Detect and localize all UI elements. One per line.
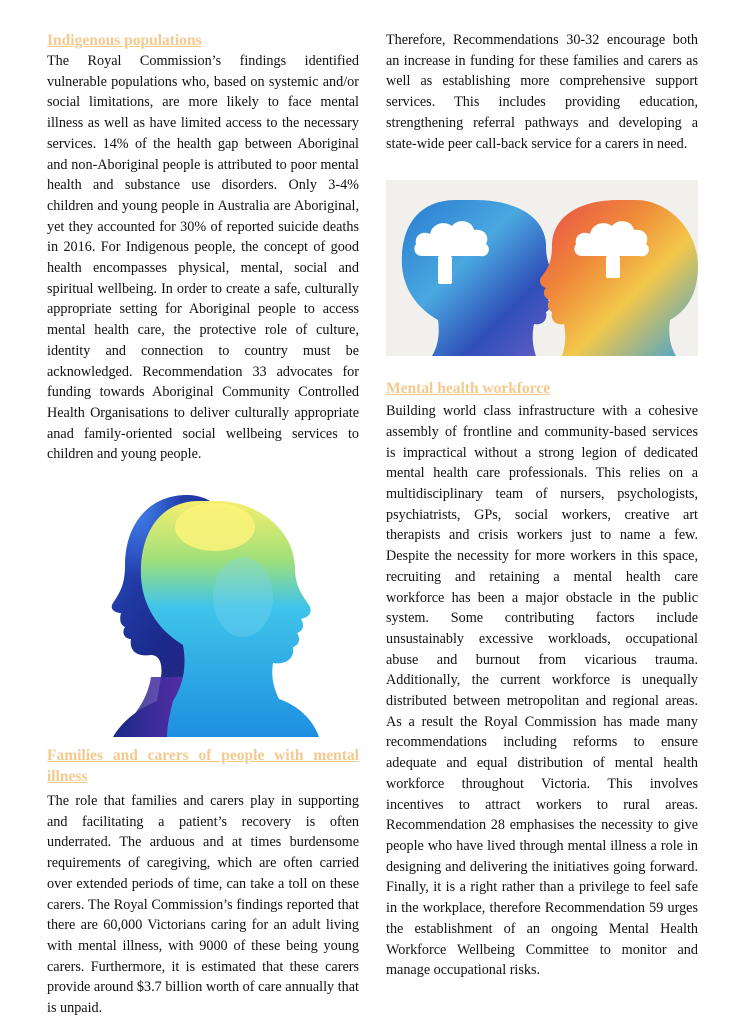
families-body: The role that families and carers play in supporting and facilitating a patient’s recovery is often underrated. The arduous and at times burdensome requirements of caregiving, which are often carried over extended periods of time, can take a toll on these carers. The Royal Commission’s findings reported that there are 60,000 Victorians caring for an adult living with mental illness, with 9000 of these being young carers. Furthermore, it is estimated that these carers provide around $3.7 billion worth of care annually that is unpaid. xyxy=(47,793,359,1017)
carers-continued-body: Therefore, Recommendations 30-32 encourage both an increase in funding for these families and carers as well as establishing more comprehensive support services. This includes providing education, strengthening referral pathways and developing a state-wide peer call-back service for a carers in need. xyxy=(386,32,698,152)
indigenous-heading: Indigenous populations xyxy=(47,32,202,49)
left-column xyxy=(47,30,359,1019)
families-heading: Families and carers of people with mental illness xyxy=(47,747,359,786)
workforce-heading: Mental health workforce xyxy=(386,380,551,398)
right-column xyxy=(386,30,698,981)
heads-with-clouds-watercolor-icon xyxy=(386,180,698,356)
two-profiles-watercolor-icon xyxy=(47,487,359,737)
workforce-body: Building world class infrastructure with a cohesive assembly of frontline and community-based services is impractical without a strong legion of dedicated mental health care professionals. This relies on a multidisciplinary team of nursers, psychologists, psychiatrists, GPs, social workers, creative art therapists and crisis workers just to name a few. Despite the necessity for more workers in this space, recruiting and retaining a mental health care workforce has been a major obstacle in the public system. Some contributing factors include unsustainably excessive workloads, occupational abuse and burnout from vicarious trauma. Additionally, the current workforce is unequally distributed between metropolitan and regional areas. As a result the Royal Commission has made many recommendations including reforms to ensure adequate and equal distribution of mental health workforce throughout Victoria. This involves incentives to attract workers to rural areas. Recommendation 28 emphasises the necessity to give people who have lived through mental illness a role in designing and delivering the initiatives going forward. Finally, it is a right rather than a privilege to feel safe in the workplace, therefore Recommendation 59 urges the establishment of an ongoing Mental Health Workforce Wellbeing Committee to monitor and manage occupational risks. xyxy=(386,403,698,979)
indigenous-body: The Royal Commission’s findings identified vulnerable populations who, based on systemic and/or social limitations, are more likely to face mental illness as well as have limited access to the necessary services. 14% of the health gap between Aboriginal and non-Aboriginal people is attributed to poor mental health and substance use disorders. Only 3-4% children and young people in Australia are Aboriginal, yet they accounted for 30% of reported suicide deaths in 2016. For Indigenous people, the concept of good health encompasses physical, mental, social and spiritual wellbeing. In order to create a safe, culturally appropriate setting for Aboriginal people to access mental health care, the protective role of culture, identity and connection to country must be acknowledged. Recommendation 33 advocates for funding towards Aboriginal Community Controlled Health Organisations to deliver culturally appropriate anad family-oriented social wellbeing services to children and young people. xyxy=(47,53,359,463)
